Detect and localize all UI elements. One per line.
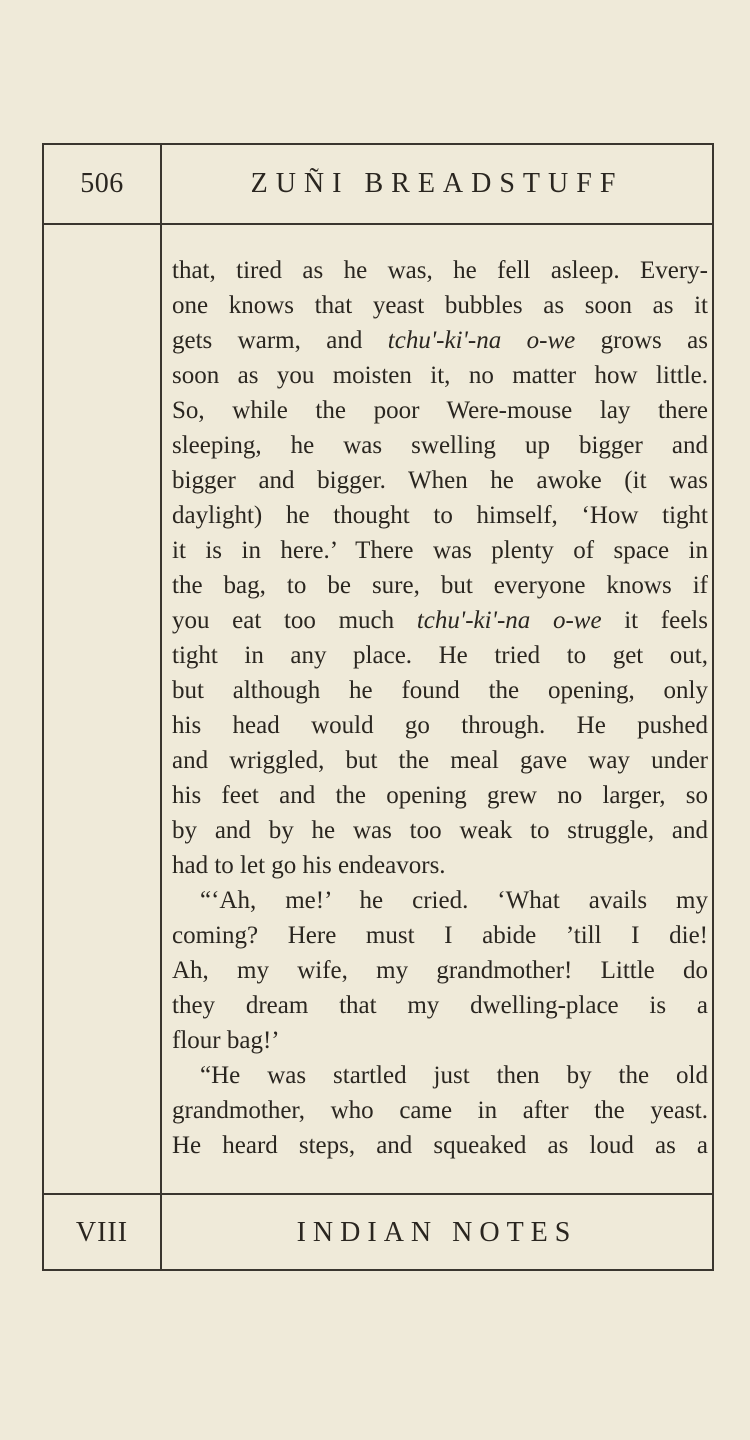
- text-line: [172, 288, 708, 323]
- italic-term: tchu'-ki'-na o-we: [416, 607, 602, 634]
- text-line: [172, 603, 708, 638]
- text-run: his head would go through. He pushed: [172, 712, 708, 739]
- text-run: flour bag!’: [172, 1027, 280, 1054]
- text-line: [172, 463, 708, 498]
- text-run: soon as you moisten it, no matter how little.: [172, 362, 708, 389]
- text-run: by and by he was too weak to struggle, and: [172, 817, 708, 844]
- text-line: [172, 568, 708, 603]
- text-line: [172, 883, 708, 918]
- running-head: ZUÑI BREADSTUFF: [250, 168, 624, 199]
- text-run: daylight) he thought to himself, ‘How tight: [172, 502, 708, 529]
- text-line: [172, 393, 708, 428]
- text-run: you eat too much: [172, 607, 417, 634]
- text-run: they dream that my dwelling-place is a: [172, 992, 708, 1019]
- text-line: [172, 708, 708, 743]
- text-run: his feet and the opening grew no larger, so: [172, 782, 708, 809]
- text-run: tight in any place. He tried to get out,: [172, 642, 708, 669]
- text-line: [172, 1128, 708, 1163]
- text-run: had to let go his endeavors.: [172, 852, 446, 879]
- text-line: [172, 253, 708, 288]
- text-line: [172, 1058, 708, 1093]
- text-line: [172, 1093, 708, 1128]
- page-frame: [42, 143, 714, 1271]
- text-line: [172, 918, 708, 953]
- series-title: INDIAN NOTES: [296, 1217, 578, 1248]
- text-line: [172, 498, 708, 533]
- text-run: sleeping, he was swelling up bigger and: [172, 432, 708, 459]
- text-line: [172, 1023, 708, 1058]
- text-run: the bag, to be sure, but everyone knows if: [172, 572, 708, 599]
- column-divider: [160, 145, 162, 1269]
- text-run: “‘Ah, me!’ he cried. ‘What avails my: [200, 887, 708, 914]
- text-line: [172, 813, 708, 848]
- italic-term: tchu'-ki'-na o-we: [387, 327, 576, 354]
- page-number: 506: [80, 168, 124, 199]
- text-run: it feels: [601, 607, 708, 634]
- text-run: Ah, my wife, my grandmother! Little do: [172, 957, 708, 984]
- text-run: grows as: [575, 327, 708, 354]
- text-run: “He was startled just then by the old: [200, 1062, 708, 1089]
- text-run: but although he found the opening, only: [172, 677, 708, 704]
- text-line: [172, 673, 708, 708]
- text-line: [172, 988, 708, 1023]
- text-line: [172, 848, 708, 883]
- text-run: So, while the poor Were-mouse lay there: [172, 397, 708, 424]
- text-run: grandmother, who came in after the yeast.: [172, 1097, 708, 1124]
- text-run: that, tired as he was, he fell asleep. Every-: [172, 257, 708, 284]
- text-line: [172, 428, 708, 463]
- text-run: gets warm, and: [172, 327, 388, 354]
- text-run: it is in here.’ There was plenty of space in: [172, 537, 708, 564]
- text-line: [172, 358, 708, 393]
- body-text: [172, 253, 708, 1163]
- text-line: [172, 953, 708, 988]
- text-line: [172, 533, 708, 568]
- text-run: and wriggled, but the meal gave way under: [172, 747, 708, 774]
- text-run: bigger and bigger. When he awoke (it was: [172, 467, 708, 494]
- volume-number: VIII: [75, 1217, 129, 1248]
- text-line: [172, 323, 708, 358]
- text-run: coming? Here must I abide ’till I die!: [172, 922, 708, 949]
- text-line: [172, 638, 708, 673]
- text-line: [172, 743, 708, 778]
- text-run: one knows that yeast bubbles as soon as it: [172, 292, 708, 319]
- text-line: [172, 778, 708, 813]
- text-run: He heard steps, and squeaked as loud as a: [172, 1132, 708, 1159]
- header-rule: [44, 223, 712, 225]
